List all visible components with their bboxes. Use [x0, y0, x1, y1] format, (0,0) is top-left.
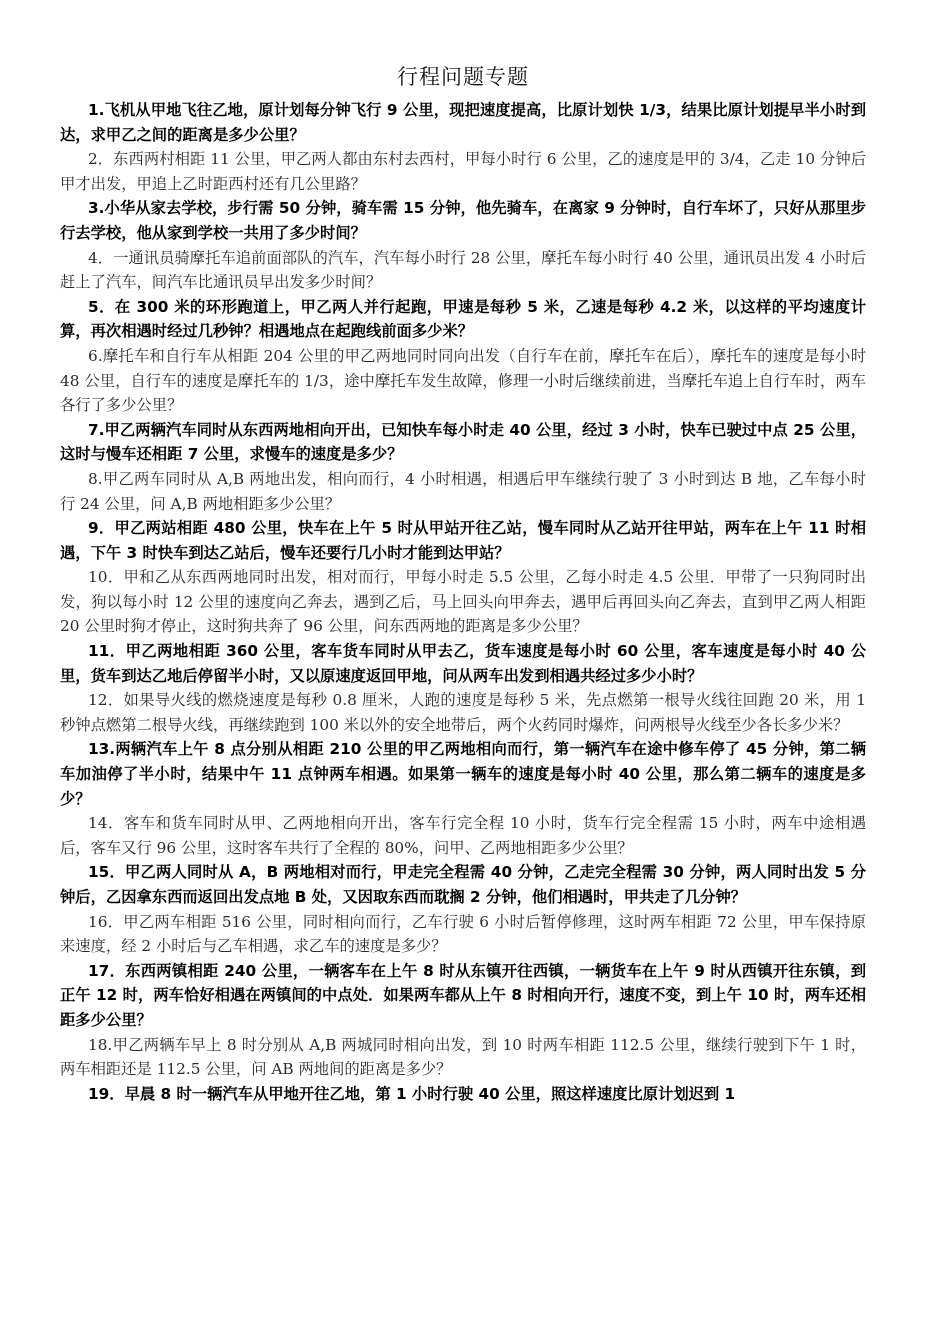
problem-item: 16．甲乙两车相距 516 公里，同时相向而行，乙车行驶 6 小时后暂停修理，这时两车相距 72 公里，甲车保持原来速度，经 2 小时后与乙车相遇，求乙车的速度是多少？	[60, 912, 866, 956]
problem-list	[60, 98, 866, 1106]
problem-item: 14．客车和货车同时从甲、乙两地相向开出，客车行完全程 10 小时，货车行完全程需 15 小时，两车中途相遇后，客车又行 96 公里，这时客车共行了全程的 80%，问甲、乙两地相距多少公里？	[60, 814, 866, 857]
problem-item: 4．一通讯员骑摩托车追前面部队的汽车，汽车每小时行 28 公里，摩托车每小时行 40 公里，通讯员出发 4 小时后赶上了汽车，间汽车比通讯员早出发多少时间？	[60, 248, 866, 292]
problem-item: 1.飞机从甲地飞往乙地，原计划每分钟飞行 9 公里，现把速度提高，比原计划快 1/3，结果比原计划提早半小时到达，求甲乙之间的距离是多少公里？	[60, 101, 866, 144]
problem-item: 3.小华从家去学校，步行需 50 分钟，骑车需 15 分钟，他先骑车，在离家 9 分钟时，自行车坏了，只好从那里步行去学校，他从家到学校一共用了多少时间？	[60, 199, 866, 242]
problem-item: 2．东西两村相距 11 公里，甲乙两人都由东村去西村，甲每小时行 6 公里，乙的速度是甲的 3/4，乙走 10 分钟后甲才出发，甲追上乙时距西村还有几公里路？	[60, 150, 866, 193]
problem-item: 12．如果导火线的燃烧速度是每秒 0.8 厘米，人跑的速度是每秒 5 米，先点燃第一根导火线往回跑 20 米，用 1 秒钟点燃第二根导火线，再继续跑到 100 米以外的安全地带后，两个火药同时爆炸，问两根导火线至少各长多少米？	[60, 691, 866, 734]
problem-item: 5．在 300 米的环形跑道上，甲乙两人并行起跑，甲速是每秒 5 米，乙速是每秒 4.2 米，以这样的平均速度计算，再次相遇时经过几秒钟？相遇地点在起跑线前面多少米？	[60, 297, 866, 341]
problem-item: 17．东西两镇相距 240 公里，一辆客车在上午 8 时从东镇开往西镇，一辆货车在上午 9 时从西镇开往东镇，到正午 12 时，两车恰好相遇在两镇间的中点处．如果两车都从上午 8 时相向开行，速度不变，到上午 10 时，两车还相距多少公里？	[60, 961, 866, 1029]
problem-item: 11．甲乙两地相距 360 公里，客车货车同时从甲去乙，货车速度是每小时 60 公里，客车速度是每小时 40 公里，货车到达乙地后停留半小时，又以原速度返回甲地，问从两车出发到相遇共经过多少小时？	[60, 642, 866, 685]
problem-item: 10．甲和乙从东西两地同时出发，相对而行，甲每小时走 5.5 公里，乙每小时走 4.5 公里．甲带了一只狗同时出发，狗以每小时 12 公里的速度向乙奔去，遇到乙后，马上回头向甲奔去，遇甲后再回头向乙奔去，直到甲乙两人相距 20 公里时狗才停止，这时狗共奔了 96 公里，问东西两地的距离是多少公里？	[60, 568, 866, 636]
document-page	[60, 60, 866, 1106]
problem-item: 15．甲乙两人同时从 A，B 两地相对而行，甲走完全程需 40 分钟，乙走完全程需 30 分钟，两人同时出发 5 分钟后，乙因拿东西而返回出发点地 B 处，又因取东西而耽搁 2 分钟，他们相遇时，甲共走了几分钟？	[60, 863, 866, 906]
page-title: 行程问题专题	[397, 65, 529, 89]
problem-item: 18.甲乙两辆车早上 8 时分别从 A,B 两城同时相向出发，到 10 时两车相距 112.5 公里，继续行驶到下午 1 时，两车相距还是 112.5 公里，问 AB 两地间的距离是多少？	[60, 1035, 866, 1079]
problem-item: 13.两辆汽车上午 8 点分别从相距 210 公里的甲乙两地相向而行，第一辆汽车在途中修车停了 45 分钟，第二辆车加油停了半小时，结果中午 11 点钟两车相遇。如果第一辆车的速度是每小时 40 公里，那么第二辆车的速度是多少？	[60, 740, 866, 808]
problem-item: 19．早晨 8 时一辆汽车从甲地开往乙地，第 1 小时行驶 40 公里，照这样速度比原计划迟到 1	[88, 1084, 736, 1103]
problem-item: 7.甲乙两辆汽车同时从东西两地相向开出，已知快车每小时走 40 公里，经过 3 小时，快车已驶过中点 25 公里，这时与慢车还相距 7 公里，求慢车的速度是多少？	[60, 420, 866, 464]
problem-item: 9．甲乙两站相距 480 公里，快车在上午 5 时从甲站开往乙站，慢车同时从乙站开往甲站，两车在上午 11 时相遇，下午 3 时快车到达乙站后，慢车还要行几小时才能到达甲站？	[60, 519, 866, 562]
problem-item: 8.甲乙两车同时从 A,B 两地出发，相向而行，4 小时相遇，相遇后甲车继续行驶了 3 小时到达 B 地，乙车每小时行 24 公里，问 A,B 两地相距多少公里？	[60, 469, 866, 513]
problem-item: 6.摩托车和自行车从相距 204 公里的甲乙两地同时同向出发（自行车在前，摩托车在后），摩托车的速度是每小时 48 公里，自行车的速度是摩托车的 1/3，途中摩托车发生故障，修理一小时后继续前进，当摩托车追上自行车时，两车各行了多少公里？	[60, 346, 866, 415]
